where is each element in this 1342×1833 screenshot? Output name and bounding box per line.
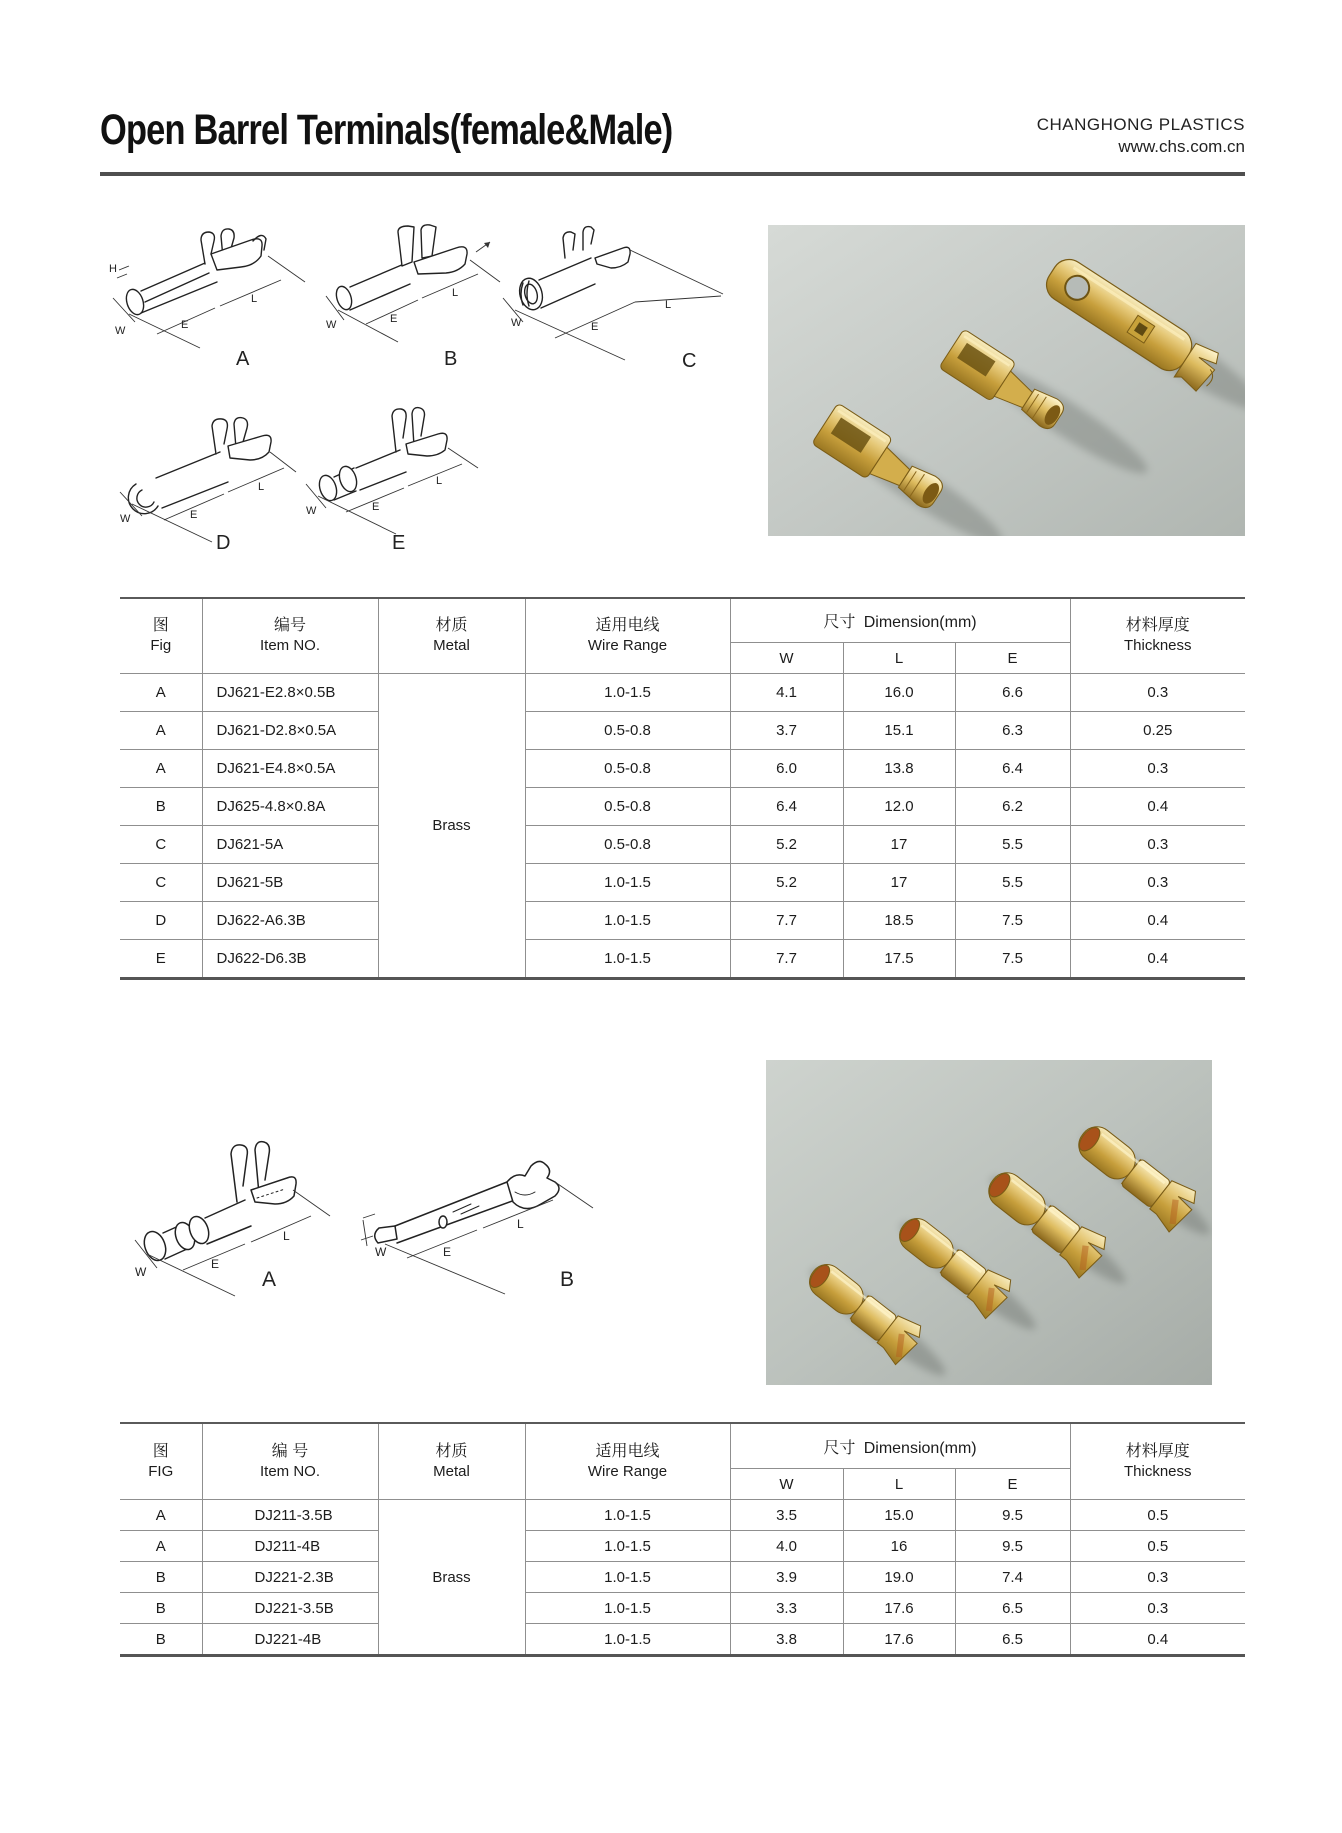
col-header-e: E xyxy=(955,643,1070,674)
cell-item: DJ621-5B xyxy=(202,864,378,902)
header-divider xyxy=(100,172,1245,176)
col-header-dimension: 尺寸 Dimension(mm) xyxy=(730,598,1070,643)
product-photo-female-terminals xyxy=(768,225,1245,536)
cell-wire: 1.0-1.5 xyxy=(525,1500,730,1531)
cell-w: 3.9 xyxy=(730,1562,843,1593)
dim-label-l: L xyxy=(452,287,459,299)
cell-wire: 1.0-1.5 xyxy=(525,864,730,902)
cell-l: 13.8 xyxy=(843,750,955,788)
cell-e: 7.5 xyxy=(955,902,1070,940)
cell-wire: 1.0-1.5 xyxy=(525,940,730,979)
cell-item: DJ621-E2.8×0.5B xyxy=(202,674,378,712)
cell-fig: E xyxy=(120,940,202,979)
cell-thickness: 0.4 xyxy=(1070,940,1245,979)
table-row xyxy=(120,864,1245,902)
cell-e: 5.5 xyxy=(955,826,1070,864)
cell-thickness: 0.3 xyxy=(1070,864,1245,902)
table-row xyxy=(120,940,1245,979)
cell-fig: B xyxy=(120,1562,202,1593)
cell-fig: D xyxy=(120,902,202,940)
dim-label-e: E xyxy=(390,313,398,325)
cell-fig: A xyxy=(120,712,202,750)
cell-wire: 0.5-0.8 xyxy=(525,750,730,788)
cell-w: 7.7 xyxy=(730,940,843,979)
col-header-thickness: 材料厚度 Thickness xyxy=(1070,1423,1245,1500)
cell-e: 6.4 xyxy=(955,750,1070,788)
cell-l: 19.0 xyxy=(843,1562,955,1593)
cell-e: 6.3 xyxy=(955,712,1070,750)
cell-l: 18.5 xyxy=(843,902,955,940)
cell-wire: 1.0-1.5 xyxy=(525,1562,730,1593)
col-header-item: 编号 Item NO. xyxy=(202,598,378,674)
cell-l: 17 xyxy=(843,864,955,902)
figure-c-drawing xyxy=(495,198,745,363)
cell-thickness: 0.5 xyxy=(1070,1500,1245,1531)
figure-caption-b: B xyxy=(444,348,458,370)
cell-fig: A xyxy=(120,1531,202,1562)
dim-label-l: L xyxy=(251,293,258,305)
cell-thickness: 0.3 xyxy=(1070,1562,1245,1593)
cell-l: 17.5 xyxy=(843,940,955,979)
cell-e: 6.5 xyxy=(955,1624,1070,1656)
cell-wire: 0.5-0.8 xyxy=(525,788,730,826)
col-header-fig-en: Fig xyxy=(150,637,172,654)
cell-item: DJ622-D6.3B xyxy=(202,940,378,979)
company-block xyxy=(1037,114,1245,158)
cell-item: DJ621-D2.8×0.5A xyxy=(202,712,378,750)
cell-wire: 1.0-1.5 xyxy=(525,1531,730,1562)
figure-caption-c: C xyxy=(682,350,697,372)
cell-l: 15.1 xyxy=(843,712,955,750)
product-photo-bullet-terminals xyxy=(766,1060,1212,1385)
cell-item: DJ621-E4.8×0.5A xyxy=(202,750,378,788)
figure-caption-a: A xyxy=(236,348,250,370)
dim-label-l: L xyxy=(283,1229,290,1243)
table-header-row xyxy=(120,1423,1245,1469)
table-row xyxy=(120,788,1245,826)
table-header-row xyxy=(120,598,1245,643)
cell-e: 6.5 xyxy=(955,1593,1070,1624)
cell-item: DJ221-3.5B xyxy=(202,1593,378,1624)
cell-fig: A xyxy=(120,750,202,788)
col-header-wire-range: 适用电线 Wire Range xyxy=(525,598,730,674)
cell-wire: 0.5-0.8 xyxy=(525,826,730,864)
dim-label-l: L xyxy=(517,1217,524,1231)
dim-label-e: E xyxy=(591,321,599,333)
cell-thickness: 0.25 xyxy=(1070,712,1245,750)
cell-fig: B xyxy=(120,1624,202,1656)
cell-thickness: 0.3 xyxy=(1070,826,1245,864)
col-header-metal: 材质 Metal xyxy=(378,1423,525,1500)
figure-b-drawing xyxy=(318,212,503,357)
dim-label-e: E xyxy=(211,1257,220,1271)
figure-caption-a2: A xyxy=(262,1268,277,1291)
cell-item: DJ621-5A xyxy=(202,826,378,864)
figure-a2-drawing xyxy=(125,1128,340,1303)
cell-l: 12.0 xyxy=(843,788,955,826)
table-row xyxy=(120,1593,1245,1624)
table-row xyxy=(120,712,1245,750)
cell-w: 6.0 xyxy=(730,750,843,788)
spec-table-2 xyxy=(120,1422,1245,1657)
dim-label-w: W xyxy=(115,325,126,337)
dim-label-w: W xyxy=(511,317,522,329)
cell-thickness: 0.3 xyxy=(1070,674,1245,712)
cell-thickness: 0.4 xyxy=(1070,1624,1245,1656)
page-title: Open Barrel Terminals(female&Male) xyxy=(100,106,673,154)
figure-d-drawing xyxy=(112,400,297,545)
col-header-fig-cn: 图 xyxy=(152,617,169,634)
cell-item: DJ221-2.3B xyxy=(202,1562,378,1593)
figure-caption-e: E xyxy=(392,532,406,554)
cell-w: 7.7 xyxy=(730,902,843,940)
cell-e: 9.5 xyxy=(955,1500,1070,1531)
cell-w: 3.8 xyxy=(730,1624,843,1656)
table-row xyxy=(120,1624,1245,1656)
dim-label-e: E xyxy=(443,1245,452,1259)
table-row xyxy=(120,826,1245,864)
cell-fig: C xyxy=(120,864,202,902)
figure-a-drawing xyxy=(105,210,315,360)
cell-wire: 1.0-1.5 xyxy=(525,674,730,712)
cell-fig: A xyxy=(120,674,202,712)
cell-wire: 0.5-0.8 xyxy=(525,712,730,750)
cell-w: 3.5 xyxy=(730,1500,843,1531)
cell-l: 17 xyxy=(843,826,955,864)
cell-e: 6.2 xyxy=(955,788,1070,826)
cell-item: DJ625-4.8×0.8A xyxy=(202,788,378,826)
col-header-w: W xyxy=(730,643,843,674)
cell-fig: C xyxy=(120,826,202,864)
figure-e-drawing xyxy=(300,398,490,543)
cell-metal: Brass xyxy=(378,1500,525,1656)
col-header-l: L xyxy=(843,1469,955,1500)
cell-fig: B xyxy=(120,1593,202,1624)
dim-label-w: W xyxy=(306,505,317,517)
cell-wire: 1.0-1.5 xyxy=(525,1593,730,1624)
cell-item: DJ211-3.5B xyxy=(202,1500,378,1531)
col-header-thickness: 材料厚度 Thickness xyxy=(1070,598,1245,674)
table-row xyxy=(120,674,1245,712)
cell-w: 5.2 xyxy=(730,864,843,902)
cell-thickness: 0.4 xyxy=(1070,788,1245,826)
col-header-w: W xyxy=(730,1469,843,1500)
dim-label-e: E xyxy=(190,509,198,521)
cell-wire: 1.0-1.5 xyxy=(525,1624,730,1656)
cell-l: 16 xyxy=(843,1531,955,1562)
table-row xyxy=(120,750,1245,788)
cell-item: DJ211-4B xyxy=(202,1531,378,1562)
cell-e: 9.5 xyxy=(955,1531,1070,1562)
cell-thickness: 0.3 xyxy=(1070,1593,1245,1624)
dim-label-l: L xyxy=(258,481,265,493)
col-header-wire-range: 适用电线 Wire Range xyxy=(525,1423,730,1500)
col-header-dimension: 尺寸 Dimension(mm) xyxy=(730,1423,1070,1469)
dim-label-e: E xyxy=(372,501,380,513)
cell-w: 5.2 xyxy=(730,826,843,864)
table-row xyxy=(120,1500,1245,1531)
dim-label-l: L xyxy=(665,299,672,311)
cell-l: 16.0 xyxy=(843,674,955,712)
cell-metal: Brass xyxy=(378,674,525,979)
col-header-e: E xyxy=(955,1469,1070,1500)
dim-label-w: W xyxy=(120,513,131,525)
cell-e: 7.5 xyxy=(955,940,1070,979)
company-website: www.chs.com.cn xyxy=(1118,137,1245,156)
cell-item: DJ622-A6.3B xyxy=(202,902,378,940)
dim-label-w: W xyxy=(326,319,337,331)
col-header-l: L xyxy=(843,643,955,674)
table-row xyxy=(120,1562,1245,1593)
dim-label-e: E xyxy=(181,319,189,331)
col-header-item: 编 号 Item NO. xyxy=(202,1423,378,1500)
company-name: CHANGHONG PLASTICS xyxy=(1036,115,1245,134)
dim-label-l: L xyxy=(436,475,443,487)
table-row xyxy=(120,1531,1245,1562)
cell-e: 5.5 xyxy=(955,864,1070,902)
cell-wire: 1.0-1.5 xyxy=(525,902,730,940)
cell-fig: B xyxy=(120,788,202,826)
col-header-fig xyxy=(120,598,202,674)
figure-caption-b2: B xyxy=(560,1268,575,1291)
cell-l: 15.0 xyxy=(843,1500,955,1531)
cell-l: 17.6 xyxy=(843,1624,955,1656)
cell-item: DJ221-4B xyxy=(202,1624,378,1656)
cell-l: 17.6 xyxy=(843,1593,955,1624)
dim-label-h: H xyxy=(109,263,117,275)
cell-w: 6.4 xyxy=(730,788,843,826)
cell-thickness: 0.4 xyxy=(1070,902,1245,940)
cell-thickness: 0.5 xyxy=(1070,1531,1245,1562)
cell-e: 7.4 xyxy=(955,1562,1070,1593)
figure-caption-d: D xyxy=(216,532,231,554)
cell-w: 4.0 xyxy=(730,1531,843,1562)
cell-w: 3.7 xyxy=(730,712,843,750)
cell-w: 4.1 xyxy=(730,674,843,712)
cell-e: 6.6 xyxy=(955,674,1070,712)
table-row xyxy=(120,902,1245,940)
spec-table-1 xyxy=(120,597,1245,980)
cell-w: 3.3 xyxy=(730,1593,843,1624)
col-header-metal: 材质 Metal xyxy=(378,598,525,674)
cell-thickness: 0.3 xyxy=(1070,750,1245,788)
col-header-fig: 图 FIG xyxy=(120,1423,202,1500)
dim-label-w: W xyxy=(135,1265,147,1279)
cell-fig: A xyxy=(120,1500,202,1531)
dim-label-w: W xyxy=(375,1245,387,1259)
